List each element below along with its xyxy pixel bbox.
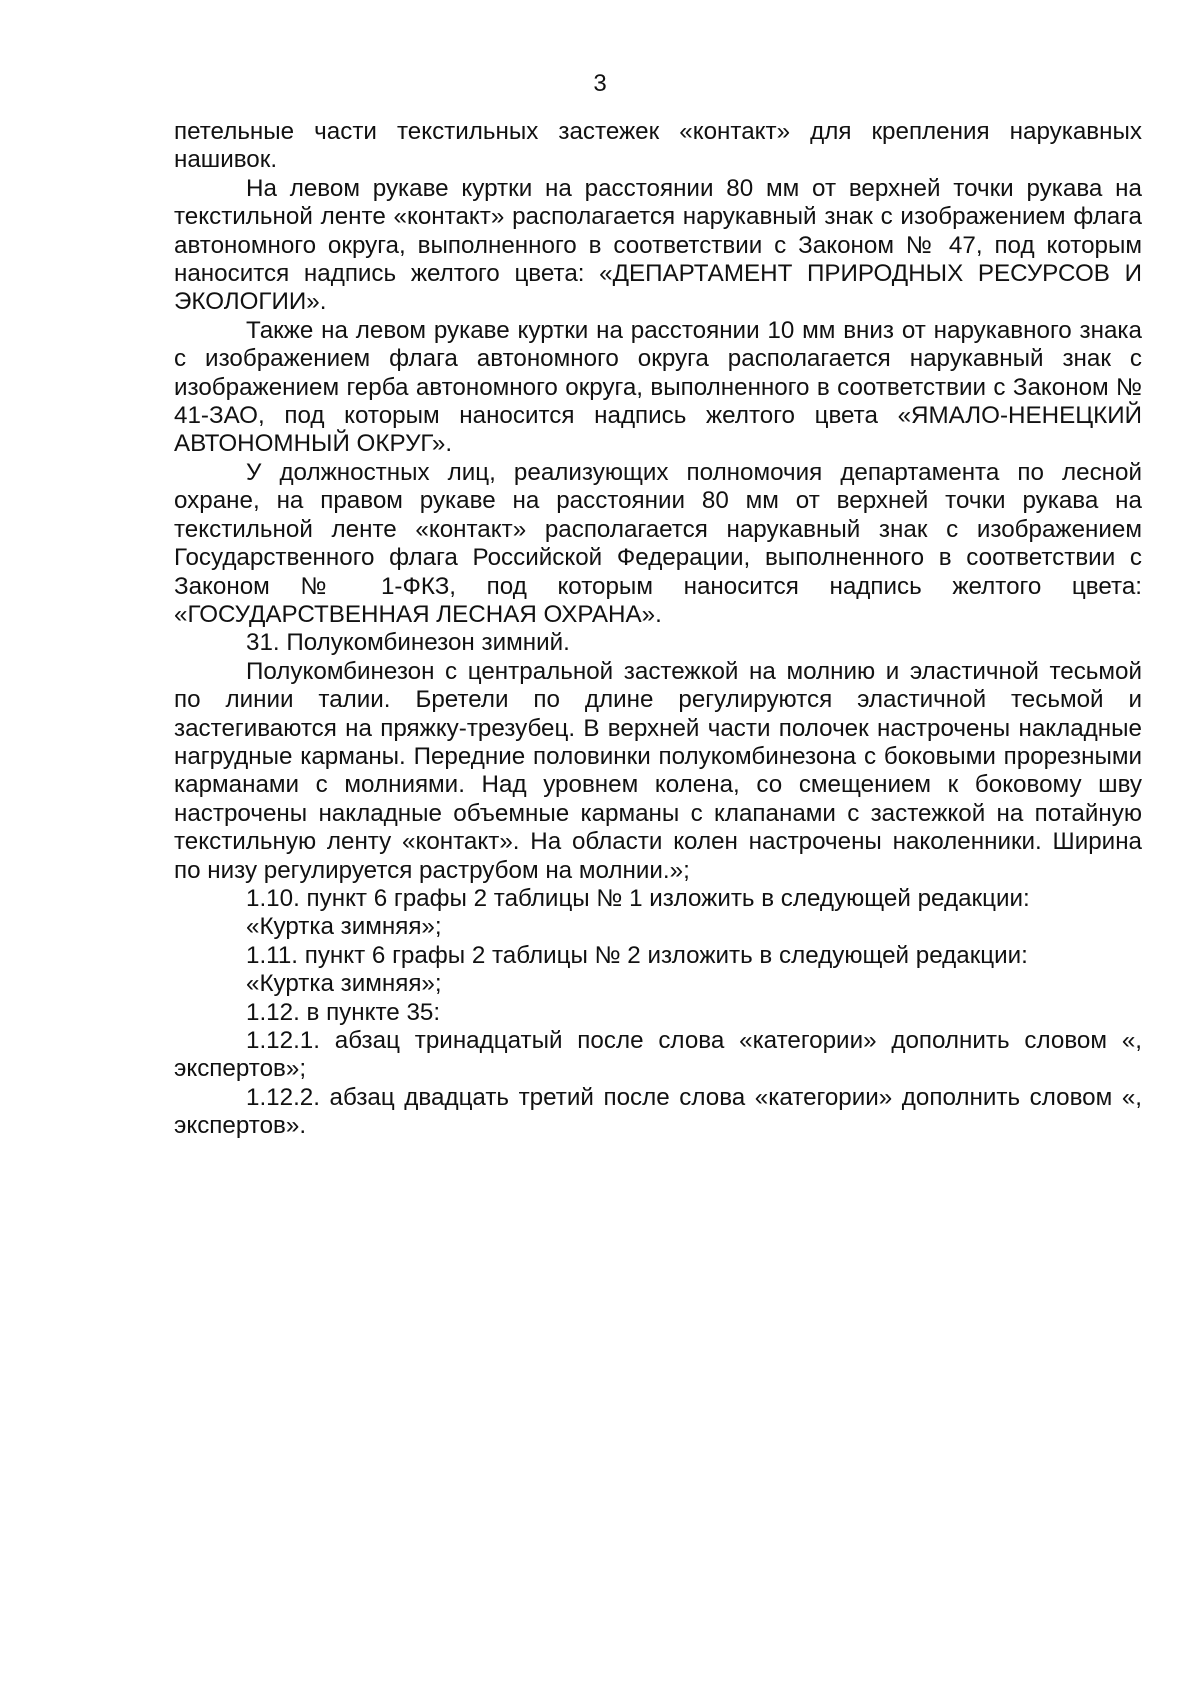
paragraph-item-31-heading: 31. Полукомбинезон зимний. xyxy=(246,629,570,657)
paragraph-amendment-1-10-text: «Куртка зимняя»; xyxy=(246,913,442,941)
paragraph-amendment-1-12: 1.12. в пункте 35: xyxy=(246,998,441,1026)
paragraph-amendment-1-12-1: 1.12.1. абзац тринадцатый после слова «категории» дополнить словом «, экспертов»; xyxy=(174,1027,1142,1083)
paragraph-continuation: петельные части текстильных застежек «контакт» для крепления нарукавных нашивок. xyxy=(174,118,1142,174)
paragraph-left-sleeve-flag: На левом рукаве куртки на расстоянии 80 мм от верхней точки рукава на текстильной ленте «контакт» располагается нарукавный знак с изображением флага автономного округа, выполненного в соответствии с Законом № 47, под которым наносится надпись желтого цвета: «ДЕПАРТАМЕНТ ПРИРОДНЫХ РЕСУРСОВ И ЭКОЛОГИИ». xyxy=(174,174,1142,316)
paragraph-item-31-description: Полукомбинезон с центральной застежкой на молнию и эластичной тесьмой по линии талии. Бретели по длине регулируются эластичной тесьмой и застегиваются на пряжку-трезубец. В верхней части полочек настрочены накладные нагрудные карманы. Передние половинки полукомбинезона с боковыми прорезными карманами с молниями. Над уровнем колена, со смещением к боковому шву настрочены накладные объемные карманы с клапанами с застежкой на потайную текстильную ленту «контакт». На области колен настрочены наколенники. Ширина по низу регулируется раструбом на молнии.»; xyxy=(174,657,1142,884)
page-number: 3 xyxy=(593,70,607,97)
paragraph-amendment-1-11: 1.11. пункт 6 графы 2 таблицы № 2 изложить в следующей редакции: xyxy=(246,941,1028,969)
paragraph-amendment-1-11-text: «Куртка зимняя»; xyxy=(246,970,442,998)
document-body xyxy=(174,118,1142,1141)
paragraph-amendment-1-10: 1.10. пункт 6 графы 2 таблицы № 1 изложить в следующей редакции: xyxy=(246,884,1030,912)
paragraph-amendment-1-12-2: 1.12.2. абзац двадцать третий после слова «категории» дополнить словом «, экспертов». xyxy=(174,1083,1142,1140)
paragraph-right-sleeve-flag: У должностных лиц, реализующих полномочия департамента по лесной охране, на правом рукаве на расстоянии 80 мм от верхней точки рукава на текстильной ленте «контакт» располагается нарукавный знак с изображением Государственного флага Российской Федерации, выполненного в соответствии с Законом № 1-ФКЗ, под которым наносится надпись желтого цвета: «ГОСУДАРСТВЕННАЯ ЛЕСНАЯ ОХРАНА». xyxy=(174,458,1142,628)
paragraph-left-sleeve-emblem: Также на левом рукаве куртки на расстоянии 10 мм вниз от нарукавного знака с изображением флага автономного округа располагается нарукавный знак с изображением герба автономного округа, выполненного в соответствии с Законом № 41-ЗАО, под которым наносится надпись желтого цвета «ЯМАЛО-НЕНЕЦКИЙ АВТОНОМНЫЙ ОКРУГ». xyxy=(174,316,1142,458)
